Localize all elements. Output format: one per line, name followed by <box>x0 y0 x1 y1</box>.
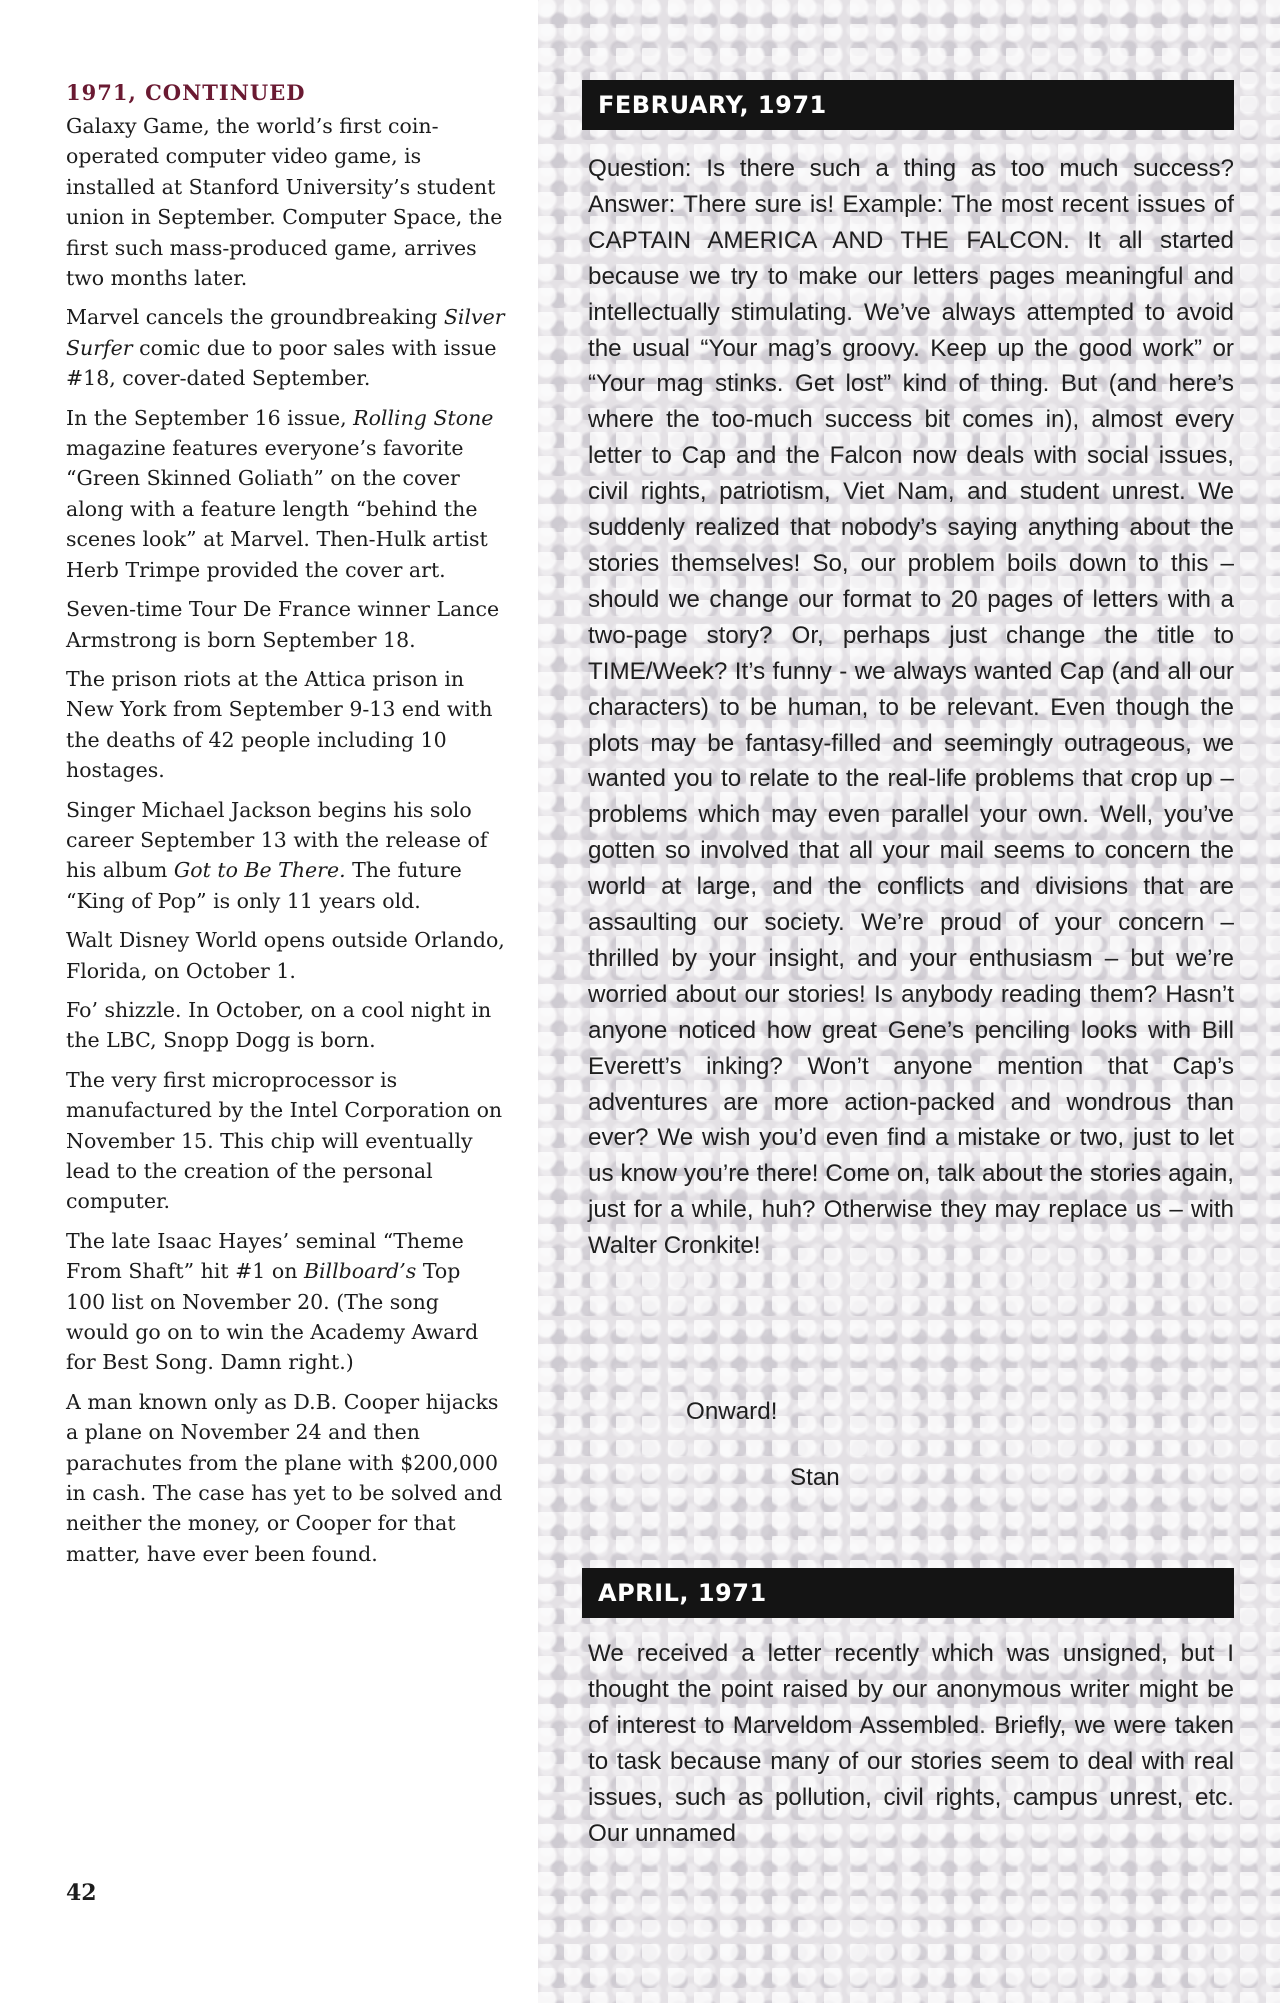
timeline-item: The prison riots at the Attica prison in New York from September 9-13 end with the deaths of 42 people including 10 hostages. <box>66 666 493 783</box>
timeline-item: The very first microprocessor is manufactured by the Intel Corporation on November 15. This chip will eventually lead to the creation of the personal computer. <box>66 1067 503 1214</box>
february-heading-bar: FEBRUARY, 1971 <box>582 80 1234 130</box>
timeline-item: The late Isaac Hayes’ seminal “Theme From Shaft” hit #1 on Billboard’s Top 100 list on November 20. (The song would go on to win the Academy Award for Best Song. Damn right.) <box>66 1228 479 1375</box>
page-number: 42 <box>66 1880 97 1906</box>
timeline-item: Singer Michael Jackson begins his solo career September 13 with the release of his album Got to Be There. The future “King of Pop” is only 11 years old. <box>66 797 488 913</box>
timeline-item: In the September 16 issue, Rolling Stone magazine features everyone’s favorite “Green Skinned Goliath” on the cover along with a feature length “behind the scenes look” at Marvel. Then-Hulk artist Herb Trimpe provided the cover art. <box>66 405 494 582</box>
april-article-text: We received a letter recently which was unsigned, but I thought the point raised by our anonymous writer might be of interest to Marveldom Assembled. Briefly, we were taken to task because many of our stories seem to deal with real issues, such as pollution, civil rights, campus unrest, etc. Our unnamed <box>588 1640 1234 1847</box>
timeline-heading: 1971, CONTINUED <box>66 80 306 105</box>
timeline-item: A man known only as D.B. Cooper hijacks a plane on November 24 and then parachutes from the plane with $200,000 in cash. The case has yet to be solved and neither the money, or Cooper for that matter, have ever been found. <box>66 1389 503 1566</box>
timeline-item: Fo’ shizzle. In October, on a cool night in the LBC, Snopp Dogg is born. <box>66 997 492 1053</box>
february-article-text: Question: Is there such a thing as too much success? Answer: There sure is! Example: The most recent issues of CAPTAIN AMERICA AND THE FALCON. It all started because we try to make our letters pages meaningful and intellectually stimulating. We’ve always attempted to avoid the usual “Your mag’s groovy. Keep up the good work” or “Your mag stinks. Get lost” kind of thing. But (and here’s where the too-much success bit comes in), almost every letter to Cap and the Falcon now deals with social issues, civil rights, patriotism, Viet Nam, and student unrest. We suddenly realized that nobody’s saying anything about the stories themselves! So, our problem boils down to this – should we change our format to 20 pages of letters with a two-page story? Or, perhaps just change the title to TIME/Week? It’s funny - we always wanted Cap (and all our characters) to be human, to be relevant. Even though the plots may be fantasy-filled and seemingly outrageous, we wanted you to relate to the real-life problems that crop up – problems which may even parallel your own. Well, you’ve gotten so involved that all your mail seems to concern the world at large, and the conflicts and divisions that are assaulting our society. We’re proud of your concern – thrilled by your insight, and your enthusiasm – but we’re worried about our stories! Is anybody reading them? Hasn’t anyone noticed how great Gene’s penciling looks with Bill Everett’s inking? Won’t anyone mention that Cap’s adventures are more action-packed and wondrous than ever? We wish you’d even find a mistake or two, just to let us know you’re there! Come on, talk about the stories again, just for a while, huh? Otherwise they may replace us – with Walter Cronkite! <box>588 155 1234 1260</box>
closing-onward: Onward! <box>686 1398 778 1425</box>
timeline-item: Walt Disney World opens outside Orlando, Florida, on October 1. <box>66 928 505 983</box>
april-heading-bar: APRIL, 1971 <box>582 1568 1234 1618</box>
timeline-list <box>66 111 506 1578</box>
timeline-item: Seven-time Tour De France winner Lance Armstrong is born September 18. <box>66 597 500 652</box>
timeline-item: Marvel cancels the groundbreaking Silver Surfer comic due to poor sales with issue #18, cover-dated September. <box>66 305 505 391</box>
left-column <box>0 0 538 2003</box>
timeline-item: Galaxy Game, the world’s first coin-operated computer video game, is installed at Stanford University’s student union in September. Computer Space, the first such mass-produced game, arrives two months later. <box>66 114 503 291</box>
signature-stan: Stan <box>790 1464 840 1491</box>
